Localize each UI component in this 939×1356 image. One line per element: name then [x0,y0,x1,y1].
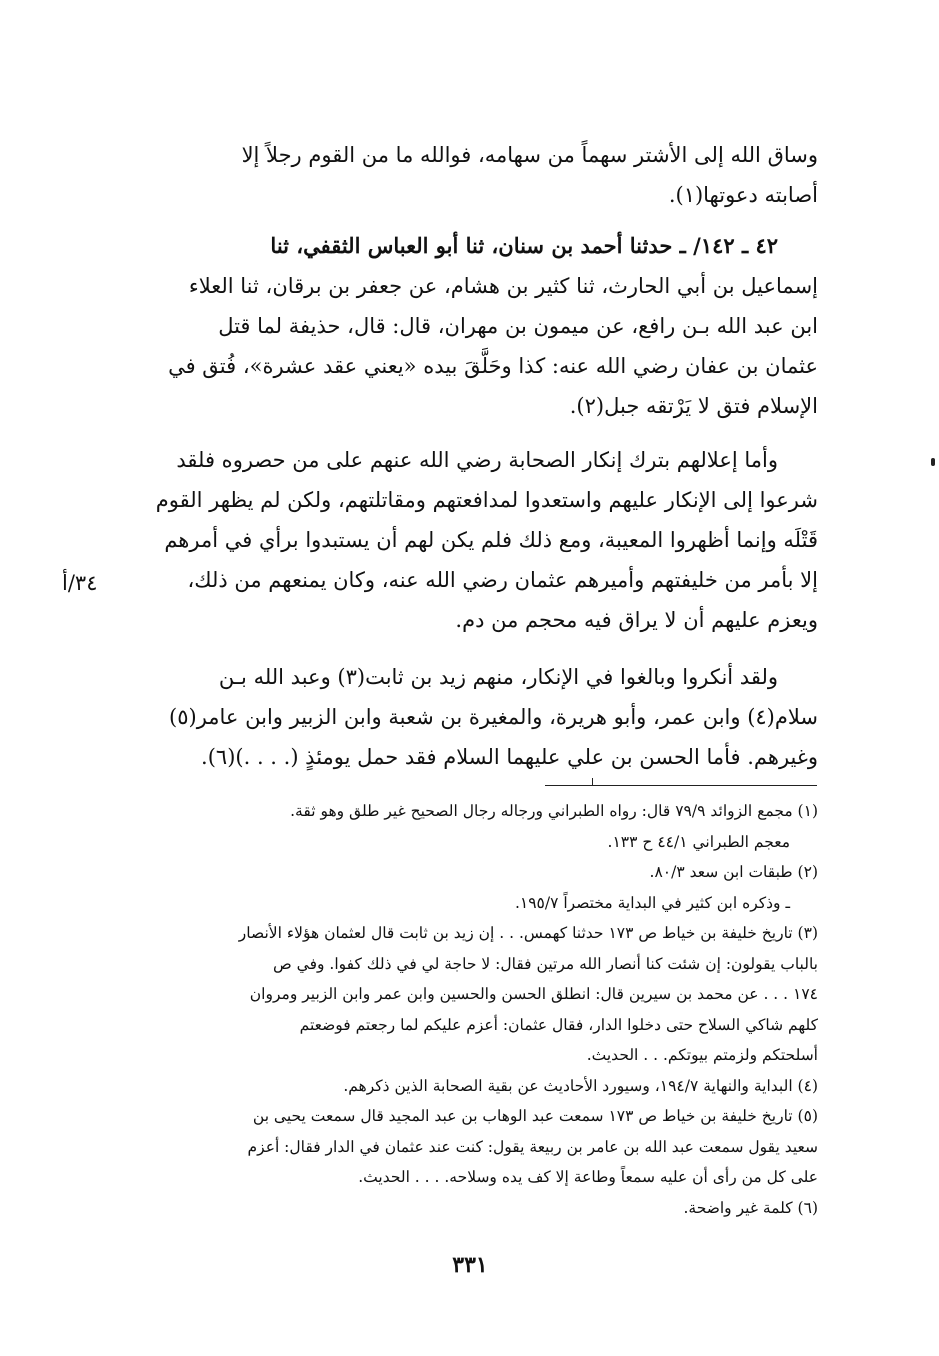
footnote-line: أسلحتكم ولزمتم بيوتكم. . . الحديث. [586,1046,818,1064]
hadith-heading-line: ٤٢ ـ ١٤٢/ ـ حدثنا أحمد بن سنان، ثنا أبو العباس الثقفي، ثنا [270,233,778,258]
paragraph-line: وساق الله إلى الأشتر سهماً من سهامه، فوالله ما من القوم رجلاً إلا [241,143,818,167]
footnote-line: (١) مجمع الزوائد ٧٩/٩ قال: رواه الطبراني ورجاله رجال الصحيح غير طلق وهو ثقة. [290,802,818,820]
footnote-divider [545,785,817,786]
paragraph-1 [112,135,818,215]
paragraph-line: وأما إعلالهم بترك إنكار الصحابة رضي الله عنهم على من حصروه فلقد [176,448,778,472]
paragraph-line: ابن عبد الله بـن رافع، عن ميمون بن مهران، قال: قال، حذيفة لما قتل [218,314,818,338]
footnote-line: (٥) تاريخ خليفة بن خياط ص ١٧٣ سمعت عبد الوهاب بن عبد المجيد قال سمعت يحيى بن [252,1107,818,1125]
footnote-line: ـ وذكره ابن كثير في البداية مختصراً ١٩٥/٧. [514,893,790,912]
footnote-line: على كل من رأى أن عليه سمعاً وطاعة إلا كف يده وسلاحه. . . . الحديث. [358,1168,818,1186]
footnote-line: (٢) طبقات ابن سعد ٨٠/٣. [649,863,818,881]
paragraph-line: شرعوا إلى الإنكار عليهم واستعدوا لمدافعتهم ومقاتلتهم، ولكن لم يظهر القوم [155,488,818,512]
paragraph-4 [112,657,818,777]
paragraph-line: إلا بأمر من خليفتهم وأميرهم عثمان رضي الله عنه، وكان يمنعهم من ذلك، [187,568,818,592]
paragraph-line: الإسلام فتق لا يَرْتقه جبل(٢). [569,394,818,418]
paragraph-line: قَتْلَه وإنما أظهروا المعيبة، ومع ذلك فلم يكن لهم أن يستبدوا برأي في أمرهم [164,528,818,552]
paragraph-line: إسماعيل بن أبي الحارث، ثنا كثير بن هشام، عن جعفر بن برقان، ثنا العلاء [188,274,818,298]
footnote-line: معجم الطبراني ٤٤/١ ح ١٣٣. [607,832,790,851]
footnote-line: (٤) البداية والنهاية ١٩٤/٧، وسيورد الأحاديث عن بقية الصحابة الذين ذكرهم. [343,1076,818,1095]
paragraph-line: عثمان بن عفان رضي الله عنه: كذا وحَلَّقَ بيده «يعني عقد عشرة»، فُتق في [168,354,818,378]
footnote-line: (٣) تاريخ خليفة بن خياط ص ١٧٣ حدثنا كهمس. . . إن زيد بن ثابت قال لعثمان هؤلاء الأنصار [238,924,818,942]
paragraph-line: ويعزم عليهم أن لا يراق فيه محجم من دم. [455,608,818,632]
footnote-line: بالباب يقولون: إن شئت كنا أنصار الله مرتين فقال: لا حاجة لي في ذلك كفوا. وفي ص [273,954,818,973]
paragraph-3 [112,440,818,640]
paragraph-line: سلام(٤) وابن عمر، وأبو هريرة، والمغيرة بن شعبة وابن الزبير وابن عامر(٥) [169,705,818,729]
footnote-line: ١٧٤ . . . عن محمد بن سيرين قال: انطلق الحسن والحسين وابن عمر وابن الزبير ومروان [249,985,818,1003]
footnote-line: سعيد يقول سمعت عبد الله بن عامر بن ربيعة يقول: كنت عند عثمان في الدار فقال: أعزم [247,1137,818,1156]
footnote-line: (٦) كلمة غير واضحة. [683,1198,818,1217]
paragraph-line: أصابته دعوتها(١). [668,183,818,207]
footnotes [112,796,818,1223]
paragraph-line: ولقد أنكروا وبالغوا في الإنكار، منهم زيد بن ثابت(٣) وعبد الله بـن [218,665,778,689]
footnote-line: كلهم شاكي السلاح حتى دخلوا الدار، فقال عثمان: أعزم عليكم لما رجعتم فوضعتم [299,1015,818,1034]
paragraph-line: وغيرهم. فأما الحسن بن علي عليهما السلام فقد حمل يومئذٍ (. . . .)(٦). [201,745,818,769]
margin-folio-note: ٣٤/أ [62,571,98,595]
margin-mark [931,458,935,466]
page-number: ٣٣١ [452,1252,488,1278]
paragraph-2-hadith [112,226,818,426]
divider-tick [592,778,593,786]
